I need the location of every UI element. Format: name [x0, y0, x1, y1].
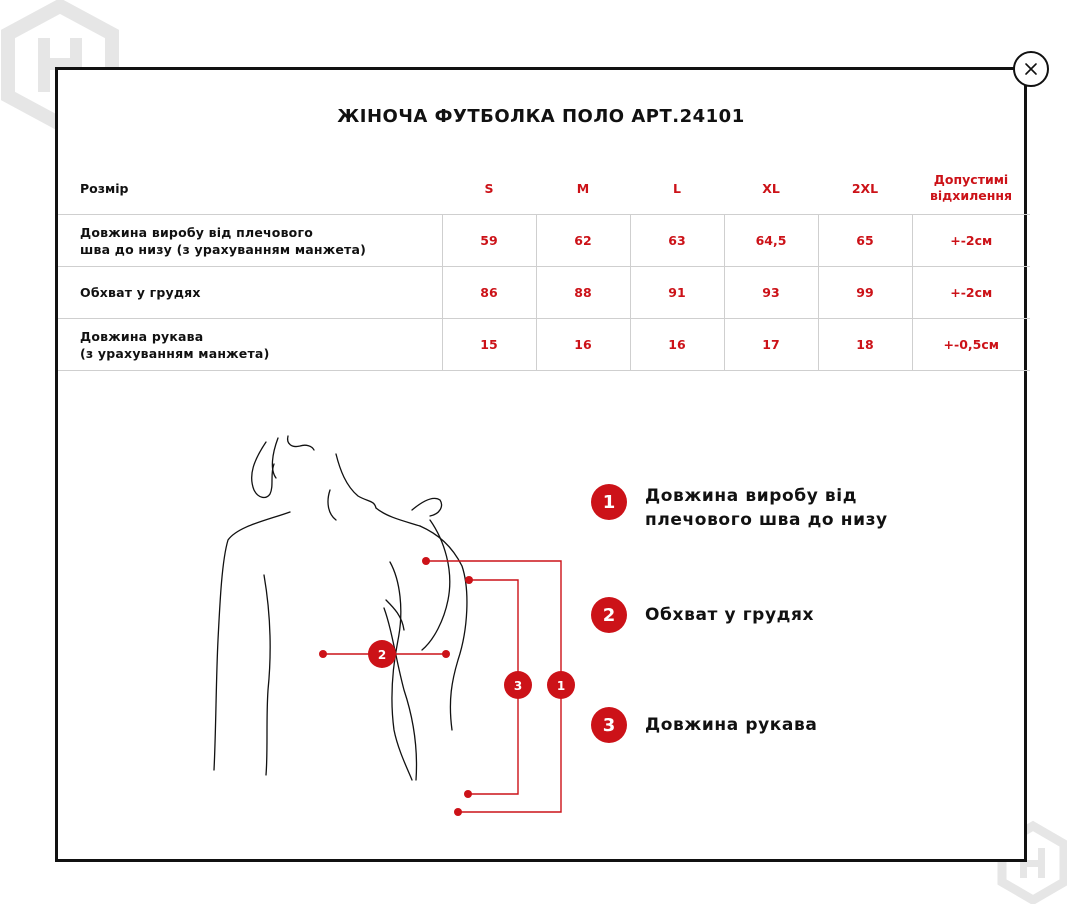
legend-label: Довжина виробу від: [645, 486, 858, 506]
table-cell: 16: [536, 319, 630, 371]
legend-label: Обхват у грудях: [645, 605, 815, 625]
table-row: [58, 319, 1030, 371]
row-label: Обхват у грудях: [58, 267, 442, 319]
close-button[interactable]: [1013, 51, 1049, 87]
legend-label: Довжина рукава: [645, 715, 818, 735]
deviation-cell: +-0,5см: [912, 319, 1030, 371]
table-cell: 93: [724, 267, 818, 319]
legend-item-length: [591, 484, 935, 532]
table-cell: 59: [442, 215, 536, 267]
legend-item-sleeve: [591, 707, 935, 743]
size-header-l: L: [673, 180, 681, 196]
size-column-header: Розмір: [80, 180, 129, 196]
measurement-dots: [319, 557, 473, 816]
figure-marker-1: [547, 671, 575, 699]
measure-dot: [465, 576, 473, 584]
length-line: [423, 561, 561, 812]
table-row: [58, 215, 1030, 267]
table-cell: 99: [818, 267, 912, 319]
size-header-m: M: [576, 180, 590, 196]
table-cell: 62: [536, 215, 630, 267]
legend-number: 3: [591, 707, 627, 743]
close-icon: [1024, 62, 1038, 76]
figure-marker-label: 1: [556, 679, 566, 693]
row-label-line: (з урахуванням манжета): [80, 345, 270, 361]
table-cell: 88: [536, 267, 630, 319]
legend-item-chest: [591, 597, 935, 633]
table-row: [58, 267, 1030, 319]
size-header-2xl: 2XL: [851, 180, 879, 196]
legend-number: 2: [591, 597, 627, 633]
figure-marker-2: [368, 640, 396, 668]
table-cell: 65: [818, 215, 912, 267]
measure-dot: [422, 557, 430, 565]
measure-dot: [454, 808, 462, 816]
row-label-line: Довжина виробу від плечового: [80, 224, 313, 240]
size-header-s: S: [484, 180, 494, 196]
measurement-figure: [208, 430, 566, 790]
legend-number: 1: [591, 484, 627, 520]
size-table: [58, 162, 1030, 371]
table-cell: 86: [442, 267, 536, 319]
table-cell: 18: [818, 319, 912, 371]
figure-marker-label: 3: [513, 679, 523, 693]
row-label: [58, 215, 442, 267]
row-label: [58, 319, 442, 371]
page-title: ЖІНОЧА ФУТБОЛКА ПОЛО АРТ.24101: [337, 106, 745, 127]
row-label-line: шва до низу (з урахуванням манжета): [80, 241, 367, 257]
measure-dot: [319, 650, 327, 658]
size-chart-modal: [55, 67, 1027, 862]
figure-marker-3: [504, 671, 532, 699]
size-header-xl: XL: [762, 180, 780, 196]
measure-dot: [442, 650, 450, 658]
table-cell: 64,5: [724, 215, 818, 267]
deviation-header: Допустимі відхилення: [929, 172, 1013, 203]
measure-dot: [464, 790, 472, 798]
row-label-line: Довжина рукава: [80, 328, 204, 344]
body-outline: [214, 436, 467, 780]
deviation-cell: +-2см: [912, 215, 1030, 267]
table-cell: 91: [630, 267, 724, 319]
table-header-row: [58, 162, 1030, 215]
table-cell: 17: [724, 319, 818, 371]
deviation-cell: +-2см: [912, 267, 1030, 319]
figure-marker-label: 2: [377, 648, 387, 662]
table-cell: 16: [630, 319, 724, 371]
legend-label: плечового шва до низу: [645, 510, 888, 530]
table-cell: 15: [442, 319, 536, 371]
table-cell: 63: [630, 215, 724, 267]
